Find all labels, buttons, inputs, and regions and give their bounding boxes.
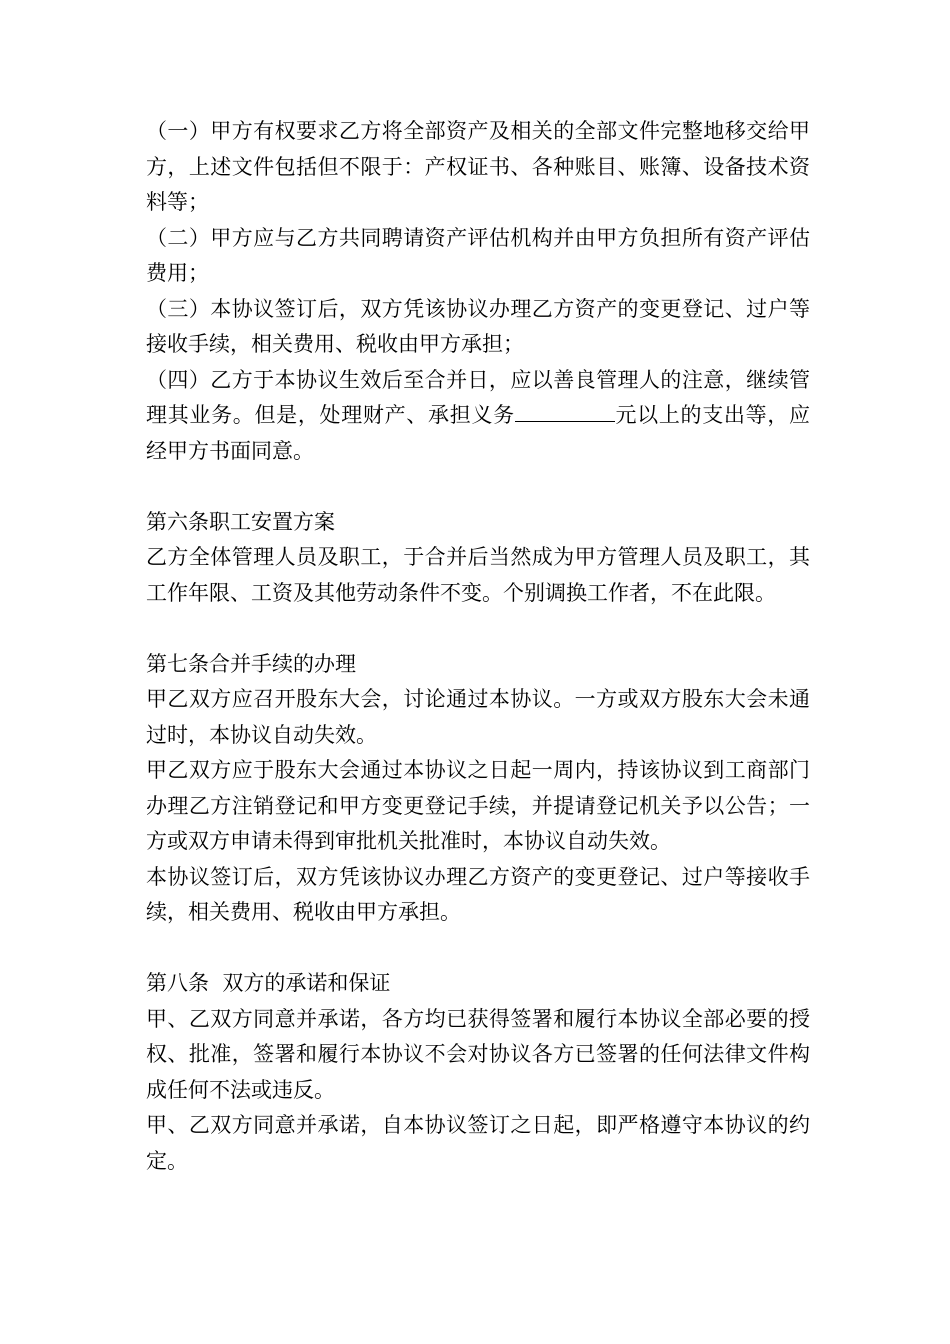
section5-item-4 — [146, 363, 810, 470]
section5-item-1: （一）甲方有权要求乙方将全部资产及相关的全部文件完整地移交给甲方，上述文件包括但不限于：产权证书、各种账目、账簿、设备技术资料等； — [146, 119, 810, 214]
section7-heading: 第七条合并手续的办理 — [146, 651, 356, 676]
section8-para-1: 甲、乙双方同意并承诺，各方均已获得签署和履行本协议全部必要的授权、批准，签署和履行本协议不会对协议各方已签署的任何法律文件构成任何不法或违反。 — [146, 1006, 810, 1102]
section5-item-4-before: （四）乙方于本协议生效后至合并日，应以善良管理人的注意，继续管理其业务。但是，处理财产、承担义务 — [146, 367, 810, 427]
section5-item-4-after: 元以上的支出等，应经甲方书面同意。 — [146, 403, 811, 463]
amount-blank-line — [515, 399, 615, 422]
section8-heading: 第八条 双方的承诺和保证 — [146, 971, 391, 995]
paragraph-gap — [146, 469, 810, 505]
section7-para-1: 甲乙双方应召开股东大会，讨论通过本协议。一方或双方股东大会未通过时，本协议自动失效。 — [146, 687, 810, 747]
section6-heading: 第六条职工安置方案 — [146, 509, 335, 534]
document-body — [146, 114, 810, 1179]
paragraph-gap — [146, 931, 810, 967]
section8-para-2: 甲、乙双方同意并承诺，自本协议签订之日起，即严格遵守本协议的约定。 — [146, 1113, 810, 1173]
paragraph-gap — [146, 611, 810, 647]
section7-para-3: 本协议签订后，双方凭该协议办理乙方资产的变更登记、过户等接收手续，相关费用、税收由甲方承担。 — [146, 864, 810, 924]
section5-item-3: （三）本协议签订后，双方凭该协议办理乙方资产的变更登记、过户等接收手续，相关费用、税收由甲方承担； — [146, 296, 810, 356]
section6-para-1: 乙方全体管理人员及职工，于合并后当然成为甲方管理人员及职工，其工作年限、工资及其他劳动条件不变。个别调换工作者，不在此限。 — [146, 545, 810, 605]
section5-item-2: （二）甲方应与乙方共同聘请资产评估机构并由甲方负担所有资产评估费用； — [146, 225, 810, 285]
section7-para-2: 甲乙双方应于股东大会通过本协议之日起一周内，持该协议到工商部门办理乙方注销登记和甲方变更登记手续，并提请登记机关予以公告；一方或双方申请未得到审批机关批准时，本协议自动失效。 — [146, 758, 810, 853]
